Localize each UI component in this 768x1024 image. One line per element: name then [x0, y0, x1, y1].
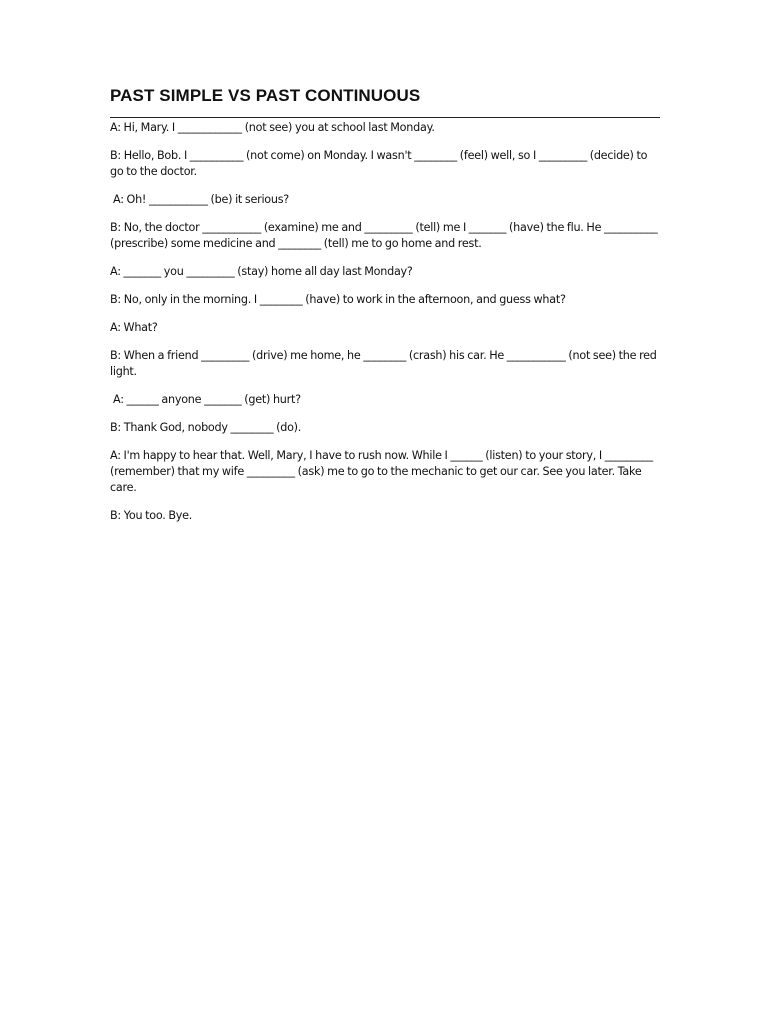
- dialogue-line: A: What?: [110, 321, 158, 334]
- title-divider: [110, 117, 660, 118]
- dialogue-line: A: I'm happy to hear that. Well, Mary, I have to rush now. While I ______ (listen) to your story, I _________ (remember) that my wife _________ (ask) me to go to the mechanic to get our car. See you later. Take care.: [110, 449, 656, 494]
- dialogue-line: A: ______ anyone _______ (get) hurt?: [113, 393, 301, 406]
- dialogue-line: B: You too. Bye.: [110, 509, 193, 522]
- dialogue-line: A: Hi, Mary. I ____________ (not see) you at school last Monday.: [110, 121, 435, 134]
- dialogue-line: A: _______ you _________ (stay) home all day last Monday?: [110, 265, 413, 278]
- dialogue-exercise: [110, 120, 661, 536]
- dialogue-line: B: Thank God, nobody ________ (do).: [110, 421, 302, 434]
- dialogue-line: A: Oh! ___________ (be) it serious?: [113, 193, 289, 206]
- dialogue-line: B: No, only in the morning. I ________ (have) to work in the afternoon, and guess what?: [110, 293, 566, 306]
- dialogue-line: B: When a friend _________ (drive) me home, he ________ (crash) his car. He ___________ (not see) the red light.: [110, 349, 660, 378]
- dialogue-line: B: Hello, Bob. I __________ (not come) on Monday. I wasn't ________ (feel) well, so I _________ (decide) to go to the doctor.: [110, 149, 651, 178]
- page-title: PAST SIMPLE VS PAST CONTINUOUS: [110, 86, 421, 105]
- dialogue-line: B: No, the doctor ___________ (examine) me and _________ (tell) me I _______ (have) the flu. He __________ (prescribe) some medicine and ________ (tell) me to go home and rest.: [110, 221, 661, 250]
